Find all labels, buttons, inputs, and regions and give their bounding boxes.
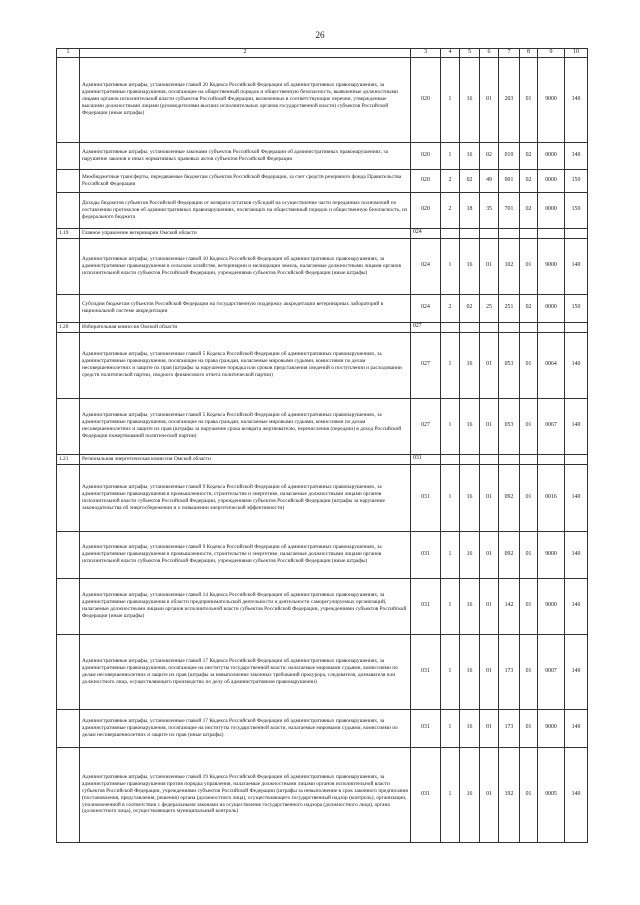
code-cell-8: 02 — [520, 294, 538, 322]
row-number — [57, 169, 80, 192]
code-cell-4: 1 — [441, 57, 460, 142]
code-cell-6: 01 — [480, 634, 499, 709]
income-description: Административные штрафы, установленные главой 17 Кодекса Российской Федерации об административных правонарушениях, за административные правонарушения, посягающие на институты государственной власти, налагаемые мировыми судьями, комиссиями по делам несовершеннолетних и защите их прав (штрафы за невыполнение законных требований прокурора, следователя, дознавателя или должностного лица, осуществляющего производство по делу об административном правонарушении) — [80, 634, 411, 709]
table-row — [57, 531, 588, 578]
code-cell-6 — [480, 228, 499, 238]
code-cell-8: 02 — [520, 169, 538, 192]
code-cell-10: 140 — [565, 709, 588, 747]
row-number — [57, 464, 80, 531]
budget-classification-table — [56, 48, 588, 843]
code-cell-10 — [565, 228, 588, 238]
code-cell-10: 140 — [565, 332, 588, 398]
code-cell-4 — [441, 322, 460, 332]
code-cell-9: 0000 — [538, 294, 565, 322]
code-cell-7: 001 — [499, 169, 520, 192]
code-cell-9: 9000 — [538, 531, 565, 578]
table-body — [57, 49, 588, 843]
code-cell-3: 027 — [411, 398, 441, 454]
code-cell-8 — [520, 454, 538, 464]
income-description: Административные штрафы, установленные главой 5 Кодекса Российской Федерации об административных правонарушениях, за административные правонарушения, посягающие на права граждан, налагаемые мировыми судьями, комиссиями по делам несовершеннолетних и защите их прав (штрафы за нарушение порядка или сроков представления сведений о поступлении и расходовании средств политической партии, сводного финансового отчета политической партии) — [80, 332, 411, 398]
code-cell-4 — [441, 454, 460, 464]
code-cell-9: 0016 — [538, 464, 565, 531]
code-cell-5: 02 — [460, 169, 480, 192]
code-cell-5: 16 — [460, 747, 480, 842]
code-cell-3: 031 — [411, 454, 441, 464]
code-cell-4: 1 — [441, 531, 460, 578]
code-cell-5: 16 — [460, 57, 480, 142]
code-cell-10: 140 — [565, 578, 588, 634]
code-cell-7: 092 — [499, 464, 520, 531]
code-cell-4: 1 — [441, 634, 460, 709]
code-cell-9: 0000 — [538, 192, 565, 228]
code-cell-8: 02 — [520, 192, 538, 228]
row-number — [57, 192, 80, 228]
code-cell-8 — [520, 322, 538, 332]
code-cell-5: 16 — [460, 709, 480, 747]
table-row — [57, 464, 588, 531]
header-cell-10: 10 — [565, 49, 588, 58]
code-cell-6: 01 — [480, 747, 499, 842]
header-cell-6: 6 — [480, 49, 499, 58]
code-cell-6: 01 — [480, 332, 499, 398]
code-cell-6: 01 — [480, 238, 499, 294]
code-cell-3: 020 — [411, 169, 441, 192]
code-cell-6: 01 — [480, 709, 499, 747]
code-cell-6: 49 — [480, 169, 499, 192]
section-row — [57, 454, 588, 464]
header-cell-4: 4 — [441, 49, 460, 58]
code-cell-3: 024 — [411, 238, 441, 294]
row-number — [57, 294, 80, 322]
section-title: Избирательная комиссия Омской области — [80, 322, 411, 332]
code-cell-10: 140 — [565, 142, 588, 169]
code-cell-9: 0000 — [538, 169, 565, 192]
row-number: 1.21 — [57, 454, 80, 464]
code-cell-3: 027 — [411, 322, 441, 332]
code-cell-10: 140 — [565, 531, 588, 578]
code-cell-3: 024 — [411, 294, 441, 322]
code-cell-3: 031 — [411, 578, 441, 634]
header-cell-8: 8 — [520, 49, 538, 58]
code-cell-6: 01 — [480, 57, 499, 142]
table-row — [57, 398, 588, 454]
table-header-row — [57, 49, 588, 58]
header-cell-1: 1 — [57, 49, 80, 58]
code-cell-5: 16 — [460, 332, 480, 398]
row-number — [57, 578, 80, 634]
income-description: Административные штрафы, установленные главой 19 Кодекса Российской Федерации об административных правонарушениях, за административные правонарушения против порядка управления, налагаемые должностными лицами органов исполнительной власти субъектов Российской Федерации, учреждениями субъектов Российской Федерации (штрафы за невыполнение в срок законного предписания (постановления, представления, решения) органа (должностного лица), осуществляющего государственный надзор (контроль), организации, уполномоченной в соответствии с федеральными законами на осуществление государственного надзора (должностного лица), органа (должностного лица), осуществляющего муниципальный контроль) — [80, 747, 411, 842]
code-cell-7: 203 — [499, 57, 520, 142]
header-cell-3: 3 — [411, 49, 441, 58]
table-row — [57, 747, 588, 842]
code-cell-9: 0064 — [538, 332, 565, 398]
code-cell-8: 01 — [520, 464, 538, 531]
code-cell-5 — [460, 228, 480, 238]
table-row — [57, 142, 588, 169]
code-cell-4: 1 — [441, 709, 460, 747]
table-row — [57, 294, 588, 322]
header-cell-2: 2 — [80, 49, 411, 58]
income-description: Административные штрафы, установленные главой 9 Кодекса Российской Федерации об административных правонарушениях, за административные правонарушения в промышленности, строительстве и энергетике, налагаемые должностными лицами органов исполнительной власти субъектов Российской Федерации, учреждениями субъектов Российской Федерации (иные штрафы) — [80, 531, 411, 578]
code-cell-6: 02 — [480, 142, 499, 169]
code-cell-7 — [499, 228, 520, 238]
code-cell-6: 01 — [480, 531, 499, 578]
section-row — [57, 228, 588, 238]
code-cell-5: 16 — [460, 634, 480, 709]
code-cell-9: 0067 — [538, 398, 565, 454]
code-cell-4: 1 — [441, 398, 460, 454]
code-cell-4: 2 — [441, 192, 460, 228]
code-cell-3: 031 — [411, 531, 441, 578]
code-cell-5: 16 — [460, 464, 480, 531]
income-description: Административные штрафы, установленные главой 10 Кодекса Российской Федерации об административных правонарушениях, за административные правонарушения в сельском хозяйстве, ветеринарии и мелиорации земель, налагаемые должностными лицами органов исполнительной власти субъектов Российской Федерации, учреждениями субъектов Российской Федерации (иные штрафы) — [80, 238, 411, 294]
code-cell-6: 01 — [480, 578, 499, 634]
code-cell-6: 35 — [480, 192, 499, 228]
code-cell-3: 031 — [411, 634, 441, 709]
table-row — [57, 192, 588, 228]
code-cell-3: 020 — [411, 192, 441, 228]
code-cell-8: 01 — [520, 238, 538, 294]
code-cell-9: 0000 — [538, 142, 565, 169]
code-cell-6 — [480, 322, 499, 332]
code-cell-4: 1 — [441, 578, 460, 634]
code-cell-5: 16 — [460, 578, 480, 634]
code-cell-3: 027 — [411, 332, 441, 398]
code-cell-4: 2 — [441, 294, 460, 322]
code-cell-4: 1 — [441, 142, 460, 169]
income-description: Субсидии бюджетам субъектов Российской Федерации на государственную поддержку аккредитации ветеринарных лабораторий в национальной системе аккредитации — [80, 294, 411, 322]
code-cell-9: 9000 — [538, 709, 565, 747]
row-number — [57, 747, 80, 842]
row-number — [57, 398, 80, 454]
code-cell-10: 140 — [565, 747, 588, 842]
income-description: Административные штрафы, установленные главой 20 Кодекса Российской Федерации об административных правонарушениях, за административные правонарушения, посягающие на общественный порядок и общественную безопасность, выявленные должностными лицами органов исполнительной власти субъектов Российской Федерации, включенных в соответствующие перечни, утвержденные высшими должностными лицами (руководителями высших исполнительных органов государственной власти) субъектов Российской Федерации (иные штрафы) — [80, 57, 411, 142]
code-cell-7: 142 — [499, 578, 520, 634]
code-cell-7: 053 — [499, 332, 520, 398]
income-description: Административные штрафы, установленные главой 17 Кодекса Российской Федерации об административных правонарушениях, за административные правонарушения, посягающие на институты государственной власти, налагаемые мировыми судьями, комиссиями по делам несовершеннолетних и защите их прав (иные штрафы) — [80, 709, 411, 747]
income-description: Административные штрафы, установленные главой 14 Кодекса Российской Федерации об административных правонарушениях, за административные правонарушения в области предпринимательской деятельности и деятельности саморегулируемых организаций, налагаемые должностными лицами органов исполнительной власти субъектов Российской Федерации, учреждениями субъектов Российской Федерации (иные штрафы) — [80, 578, 411, 634]
code-cell-10: 140 — [565, 464, 588, 531]
code-cell-8: 01 — [520, 634, 538, 709]
section-title: Региональная энергетическая комиссия Омской области — [80, 454, 411, 464]
code-cell-10: 150 — [565, 192, 588, 228]
code-cell-7: 053 — [499, 398, 520, 454]
header-cell-7: 7 — [499, 49, 520, 58]
row-number — [57, 634, 80, 709]
code-cell-9: 0005 — [538, 747, 565, 842]
code-cell-4: 1 — [441, 332, 460, 398]
table-row — [57, 709, 588, 747]
code-cell-7: 192 — [499, 747, 520, 842]
code-cell-4: 1 — [441, 464, 460, 531]
section-title: Главное управление ветеринарии Омской области — [80, 228, 411, 238]
code-cell-7: 701 — [499, 192, 520, 228]
code-cell-8: 01 — [520, 747, 538, 842]
code-cell-3: 031 — [411, 709, 441, 747]
income-description: Административные штрафы, установленные главой 5 Кодекса Российской Федерации об административных правонарушениях, за административные правонарушения, посягающие на права граждан, налагаемые мировыми судьями, комиссиями по делам несовершеннолетних и защите их прав (штрафы за нарушение срока возврата жертвователю, перечисления (передачи) в доход Российской Федерации пожертвований политической партии) — [80, 398, 411, 454]
code-cell-10: 150 — [565, 169, 588, 192]
header-cell-5: 5 — [460, 49, 480, 58]
code-cell-3: 020 — [411, 142, 441, 169]
table-row — [57, 332, 588, 398]
code-cell-8: 01 — [520, 578, 538, 634]
code-cell-9 — [538, 454, 565, 464]
income-description: Доходы бюджетов субъектов Российской Федерации от возврата остатков субсидий на осуществление части переданных полномочий по составлению протоколов об административных правонарушениях, посягающих на общественный порядок и общественную безопасность, из федерального бюджета — [80, 192, 411, 228]
income-description: Межбюджетные трансферты, передаваемые бюджетам субъектов Российской Федерации, за счет средств резервного фонда Правительства Российской Федерации — [80, 169, 411, 192]
code-cell-5: 18 — [460, 192, 480, 228]
code-cell-7: 102 — [499, 238, 520, 294]
row-number — [57, 709, 80, 747]
income-description: Административные штрафы, установленные законами субъектов Российской Федерации об административных правонарушениях, за нарушение законов и иных нормативных правовых актов субъектов Российской Федерации — [80, 142, 411, 169]
code-cell-4: 1 — [441, 747, 460, 842]
code-cell-10: 150 — [565, 294, 588, 322]
code-cell-7 — [499, 454, 520, 464]
code-cell-9: 9000 — [538, 57, 565, 142]
code-cell-8: 01 — [520, 398, 538, 454]
code-cell-8: 01 — [520, 57, 538, 142]
code-cell-7: 173 — [499, 709, 520, 747]
header-cell-9: 9 — [538, 49, 565, 58]
table-row — [57, 634, 588, 709]
code-cell-5 — [460, 322, 480, 332]
row-number: 1.20 — [57, 322, 80, 332]
code-cell-10: 140 — [565, 634, 588, 709]
code-cell-3: 020 — [411, 57, 441, 142]
code-cell-7: 251 — [499, 294, 520, 322]
row-number — [57, 57, 80, 142]
code-cell-7: 173 — [499, 634, 520, 709]
code-cell-3: 031 — [411, 747, 441, 842]
table-row — [57, 578, 588, 634]
code-cell-8: 02 — [520, 142, 538, 169]
code-cell-8: 01 — [520, 332, 538, 398]
code-cell-4 — [441, 228, 460, 238]
table-row — [57, 57, 588, 142]
code-cell-5: 16 — [460, 238, 480, 294]
row-number — [57, 142, 80, 169]
code-cell-10 — [565, 322, 588, 332]
code-cell-5: 16 — [460, 531, 480, 578]
code-cell-7: 092 — [499, 531, 520, 578]
table-row — [57, 169, 588, 192]
code-cell-7 — [499, 322, 520, 332]
code-cell-5: 16 — [460, 398, 480, 454]
row-number — [57, 238, 80, 294]
code-cell-5: 16 — [460, 142, 480, 169]
code-cell-6: 25 — [480, 294, 499, 322]
code-cell-8: 01 — [520, 709, 538, 747]
code-cell-8 — [520, 228, 538, 238]
row-number: 1.19 — [57, 228, 80, 238]
code-cell-7: 010 — [499, 142, 520, 169]
page-number: 26 — [315, 30, 325, 40]
code-cell-9 — [538, 228, 565, 238]
code-cell-9: 0007 — [538, 634, 565, 709]
section-row — [57, 322, 588, 332]
income-description: Административные штрафы, установленные главой 9 Кодекса Российской Федерации об административных правонарушениях, за административные правонарушения в промышленности, строительстве и энергетике, налагаемые должностными лицами органов исполнительной власти субъектов Российской Федерации, учреждениями субъектов Российской Федерации (штрафы за нарушение законодательства об энергосбережении и о повышении энергетической эффективности) — [80, 464, 411, 531]
table-row — [57, 238, 588, 294]
code-cell-5: 02 — [460, 294, 480, 322]
code-cell-10: 140 — [565, 398, 588, 454]
code-cell-4: 2 — [441, 169, 460, 192]
code-cell-9: 9000 — [538, 238, 565, 294]
code-cell-10 — [565, 454, 588, 464]
code-cell-10: 140 — [565, 57, 588, 142]
code-cell-3: 031 — [411, 464, 441, 531]
code-cell-6: 01 — [480, 398, 499, 454]
code-cell-10: 140 — [565, 238, 588, 294]
code-cell-3: 024 — [411, 228, 441, 238]
code-cell-9 — [538, 322, 565, 332]
row-number — [57, 332, 80, 398]
code-cell-8: 01 — [520, 531, 538, 578]
code-cell-6: 01 — [480, 464, 499, 531]
code-cell-9: 9000 — [538, 578, 565, 634]
code-cell-6 — [480, 454, 499, 464]
code-cell-4: 1 — [441, 238, 460, 294]
code-cell-5 — [460, 454, 480, 464]
row-number — [57, 531, 80, 578]
